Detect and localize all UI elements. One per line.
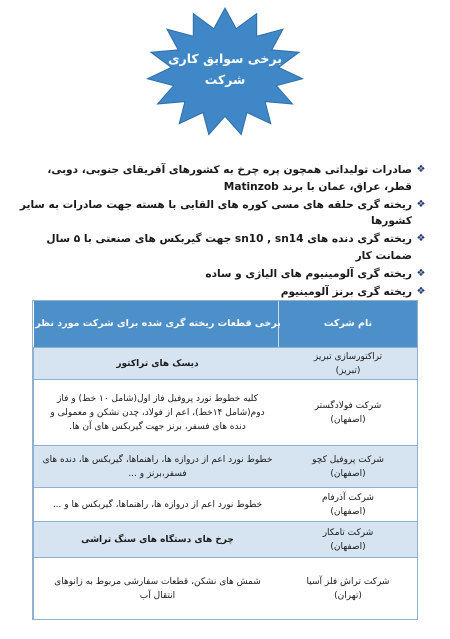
diamond-bullet-icon: ❖ xyxy=(416,267,426,279)
products-cell: چرخ های دستگاه های سنگ تراشی xyxy=(33,522,281,557)
table-row xyxy=(33,487,417,521)
table-row xyxy=(33,557,417,619)
list-item: ❖ ریخته گری حلقه های مسی کوره های القایی با هسته جهت صادرات به سایر کشورها xyxy=(18,197,428,230)
company-cell: شرکت فولادگستر (اصفهان) xyxy=(314,400,382,425)
achievements-list xyxy=(18,162,428,302)
section-title xyxy=(150,48,300,90)
list-item: ❖ ریخته گری آلومینیوم های الیاژی و ساده xyxy=(18,266,428,283)
diamond-bullet-icon: ❖ xyxy=(416,285,426,297)
section-title-line1: برخی سوابق کاری xyxy=(168,51,282,66)
products-cell: خطوط نورد اعم از دروازه ها، راهنماها، گیربکس ها و ... xyxy=(33,488,281,521)
company-cell: تراکتورسازی تبریز (تبریز) xyxy=(313,351,383,376)
table-row xyxy=(33,347,417,379)
diamond-bullet-icon: ❖ xyxy=(416,198,426,210)
company-cell: شرکت تامکار (اصفهان) xyxy=(322,527,374,552)
clients-table xyxy=(32,300,418,620)
table-header xyxy=(33,301,417,347)
diamond-bullet-icon: ❖ xyxy=(416,233,426,245)
column-header-company: نام شرکت xyxy=(323,318,373,329)
company-cell: شرکت آذرفام (اصفهان) xyxy=(322,492,374,517)
products-cell: خطوط نورد اعم از دروازه ها، راهنماها، گیربکس ها، دنده های فسفر،برنز و ... xyxy=(33,446,281,487)
company-cell: شرکت تراش فلز آسیا (تهران) xyxy=(306,576,390,601)
list-item: ❖ ریخته گری برنز آلومینیوم xyxy=(18,284,428,301)
company-cell: شرکت پروفیل کچو (اصفهان) xyxy=(312,454,384,479)
list-item: ❖ ریخته گری دنده های sn10 , sn14 جهت گیربکس های صنعتی با ۵ سال ضمانت کار xyxy=(18,231,428,264)
table-row xyxy=(33,379,417,445)
products-cell: کلیه خطوط نورد پروفیل فاز اول(شامل ۱۰ خط) و فاز دوم(شامل ۱۴خط)، اعم از فولاد، چدن نشکن و معمولی و دنده های فسفر، برنز جهت گیربکس های آن ها. xyxy=(33,380,281,445)
diamond-bullet-icon: ❖ xyxy=(416,164,426,175)
column-header-products: برخی قطعات ریخته گری شده برای شرکت مورد نظر xyxy=(33,301,282,347)
table-row xyxy=(33,521,417,557)
table-row xyxy=(33,445,417,487)
products-cell: شمش های نشکن، قطعات سفارشی مربوط به زانوهای انتقال آب xyxy=(33,558,281,619)
products-cell: دیسک های تراکتور xyxy=(33,348,281,379)
section-title-line2: شرکت xyxy=(204,72,246,87)
list-item: ❖ صادرات تولیداتی همچون پره چرخ به کشورهای آفریقای جنوبی، دوبی، قطر، عراق، عمان با برند Matinzob xyxy=(18,162,428,195)
